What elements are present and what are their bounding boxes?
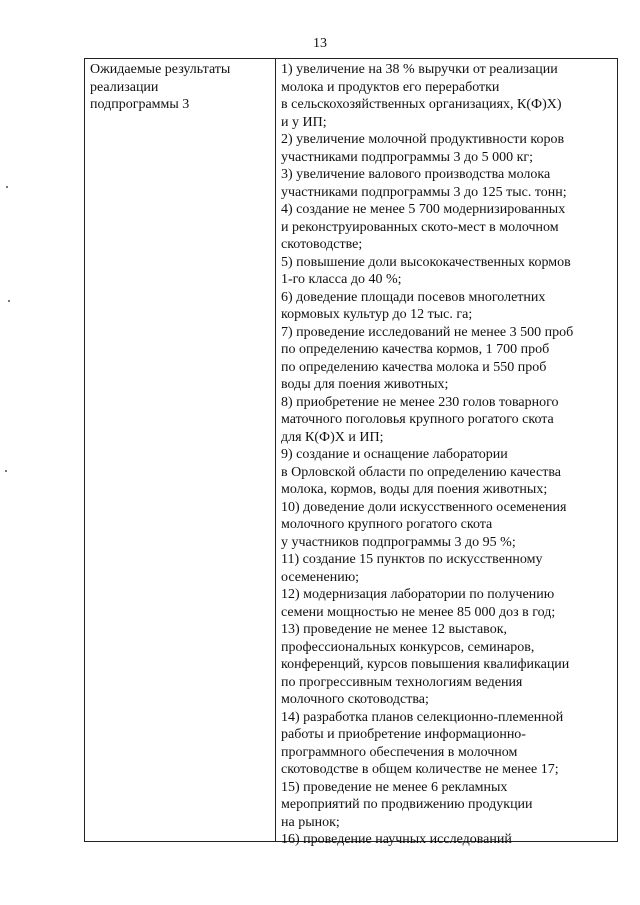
content-line: 9) создание и оснащение лаборатории (281, 447, 508, 462)
page-number: 13 (313, 36, 327, 51)
content-line: участниками подпрограммы 3 до 5 000 кг; (281, 149, 534, 165)
table-content-cell (281, 61, 615, 849)
label-line: реализации (90, 79, 159, 95)
content-line: воды для поения животных; (281, 377, 449, 392)
content-line: работы и приобретение информационно- (281, 727, 526, 742)
content-line: и у ИП; (281, 114, 327, 130)
content-line: семени мощностью не менее 85 000 доз в год; (281, 604, 556, 620)
content-line: скотоводстве в общем количестве не менее 17; (281, 762, 559, 777)
table-label-cell (90, 61, 270, 114)
content-line: 2) увеличение молочной продуктивности коров (281, 132, 565, 147)
content-line: 8) приобретение не менее 230 голов товарного (281, 394, 559, 410)
content-line: профессиональных конкурсов, семинаров, (281, 639, 535, 655)
content-line: 3) увеличение валового производства молока (281, 167, 551, 182)
content-line: в сельскохозяйственных организациях, К(Ф)Х) (281, 97, 562, 112)
content-line: мероприятий по продвижению продукции (281, 797, 533, 812)
label-line: Ожидаемые результаты (90, 62, 231, 77)
results-table (84, 58, 618, 847)
content-line: на рынок; (281, 814, 340, 830)
content-line: 12) модернизация лаборатории по получению (281, 587, 555, 602)
content-line: 6) доведение площади посевов многолетних (281, 289, 546, 305)
content-line: и реконструированных ското-мест в молочном (281, 219, 559, 235)
scan-artifact (5, 470, 7, 472)
content-line: по определению качества молока и 550 проб (281, 359, 547, 375)
content-line: 15) проведение не менее 6 рекламных (281, 779, 508, 795)
content-line: 5) повышение доли высококачественных кормов (281, 254, 571, 270)
column-divider (275, 59, 276, 841)
content-line: молока, кормов, воды для поения животных; (281, 482, 548, 497)
content-line: по прогрессивным технологиям ведения (281, 674, 523, 690)
content-line: 13) проведение не менее 12 выставок, (281, 622, 507, 637)
content-line: по определению качества кормов, 1 700 проб (281, 342, 550, 357)
content-line: молока и продуктов его переработки (281, 79, 500, 95)
scan-artifact (6, 186, 8, 188)
content-line: молочного скотоводства; (281, 692, 429, 707)
content-line: маточного поголовья крупного рогатого скота (281, 412, 554, 427)
content-line: у участников подпрограммы 3 до 95 %; (281, 534, 516, 550)
content-line: участниками подпрограммы 3 до 125 тыс. тонн; (281, 184, 567, 200)
content-line: 7) проведение исследований не менее 3 500 проб (281, 324, 574, 340)
content-line: 16) проведение научных исследований (281, 832, 512, 847)
content-line: осеменению; (281, 569, 360, 585)
content-line: программного обеспечения в молочном (281, 744, 518, 760)
content-line: 1) увеличение на 38 % выручки от реализации (281, 62, 558, 77)
content-line: для К(Ф)Х и ИП; (281, 429, 384, 445)
content-line: скотоводстве; (281, 237, 363, 252)
content-line: в Орловской области по определению качества (281, 464, 561, 480)
content-line: конференций, курсов повышения квалификации (281, 657, 570, 672)
content-line: 10) доведение доли искусственного осеменения (281, 499, 567, 515)
content-line: 14) разработка планов селекционно-племенной (281, 709, 564, 725)
content-line: 1-го класса до 40 %; (281, 272, 402, 287)
content-line: 11) создание 15 пунктов по искусственному (281, 552, 543, 567)
content-line: молочного крупного рогатого скота (281, 517, 493, 532)
label-line: подпрограммы 3 (90, 97, 190, 112)
content-line: 4) создание не менее 5 700 модернизированных (281, 202, 566, 217)
scan-artifact (8, 300, 10, 302)
content-line: кормовых культур до 12 тыс. га; (281, 307, 473, 322)
